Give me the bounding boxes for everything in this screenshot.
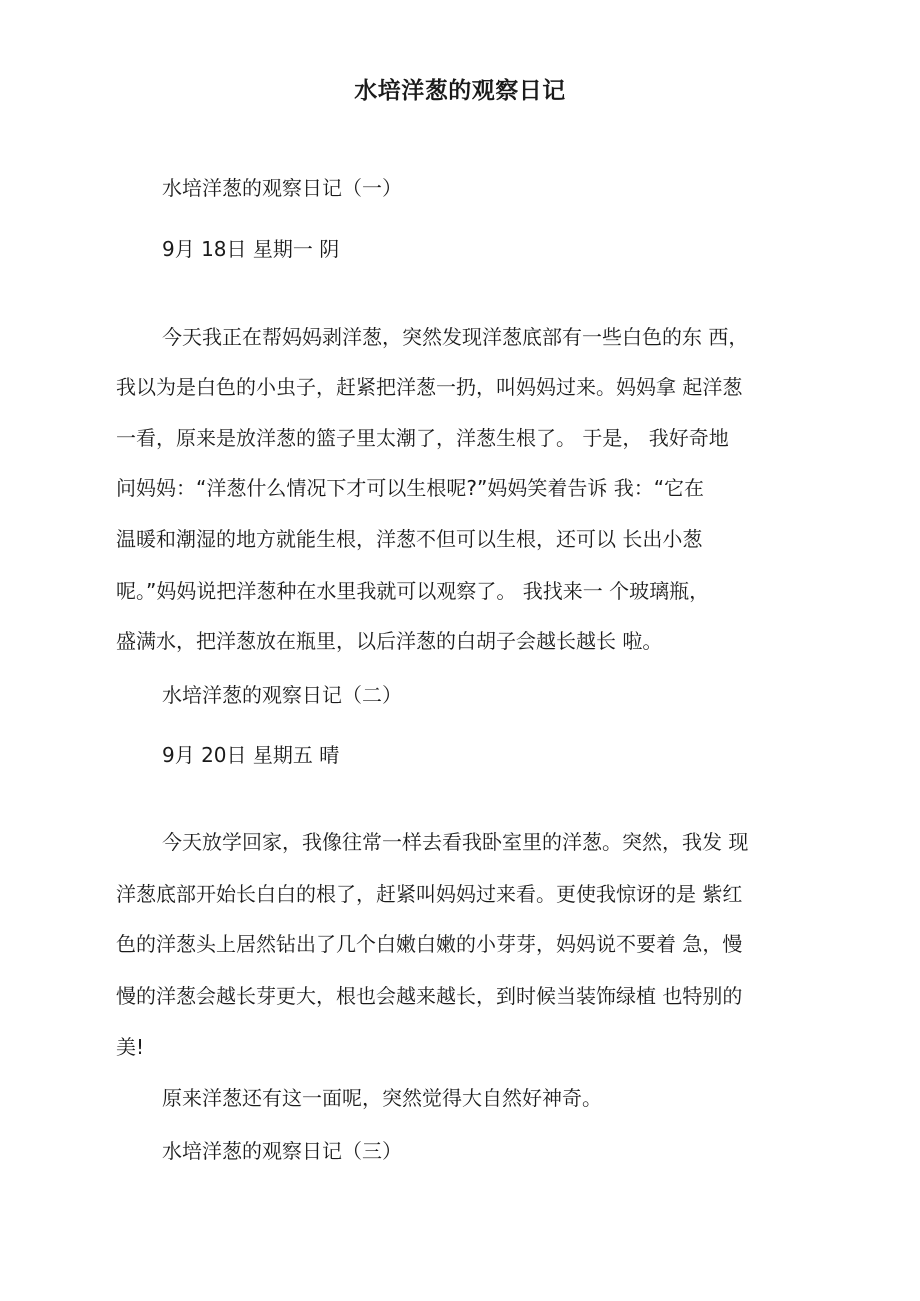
paragraph-line: 洋葱底部开始长白白的根了，赶紧叫妈妈过来看。更使我惊讶的是 紫红 [116,882,743,906]
entry-1-date: 9月 18日 星期一 阴 [162,237,340,261]
paragraph-line: 盛满水，把洋葱放在瓶里，以后洋葱的白胡子会越长越长 啦。 [116,629,663,653]
paragraph-line: 今天放学回家，我像往常一样去看我卧室里的洋葱。突然，我发 现 [162,830,749,854]
paragraph-line: 一看，原来是放洋葱的篮子里太潮了，洋葱生根了。 于是， 我好奇地 [116,426,729,450]
paragraph-line: 呢。”妈妈说把洋葱种在水里我就可以观察了。 我找来一 个玻璃瓶， [116,579,710,603]
entry-2-date: 9月 20日 星期五 晴 [162,743,340,767]
entry-3-heading: 水培洋葱的观察日记（三） [162,1139,402,1163]
paragraph-line: 温暖和潮湿的地方就能生根，洋葱不但可以生根，还可以 长出小葱 [116,527,703,551]
entry-2-closing: 原来洋葱还有这一面呢，突然觉得大自然好神奇。 [162,1086,602,1110]
paragraph-line: 慢的洋葱会越长芽更大，根也会越来越长，到时候当装饰绿植 也特别的 [116,984,743,1008]
entry-2-heading: 水培洋葱的观察日记（二） [162,683,402,707]
paragraph-line: 我以为是白色的小虫子，赶紧把洋葱一扔，叫妈妈过来。妈妈拿 起洋葱 [116,375,743,399]
paragraph-line: 色的洋葱头上居然钻出了几个白嫩白嫩的小芽芽，妈妈说不要着 急，慢 [116,932,743,956]
paragraph-line: 今天我正在帮妈妈剥洋葱，突然发现洋葱底部有一些白色的东 西， [162,325,749,349]
entry-1-heading: 水培洋葱的观察日记（一） [162,176,402,200]
paragraph-line: 问妈妈：“洋葱什么情况下才可以生根呢?”妈妈笑着告诉 我：“它在 [116,476,705,500]
paragraph-line: 美! [116,1035,145,1059]
document-title: 水培洋葱的观察日记 [354,78,566,104]
